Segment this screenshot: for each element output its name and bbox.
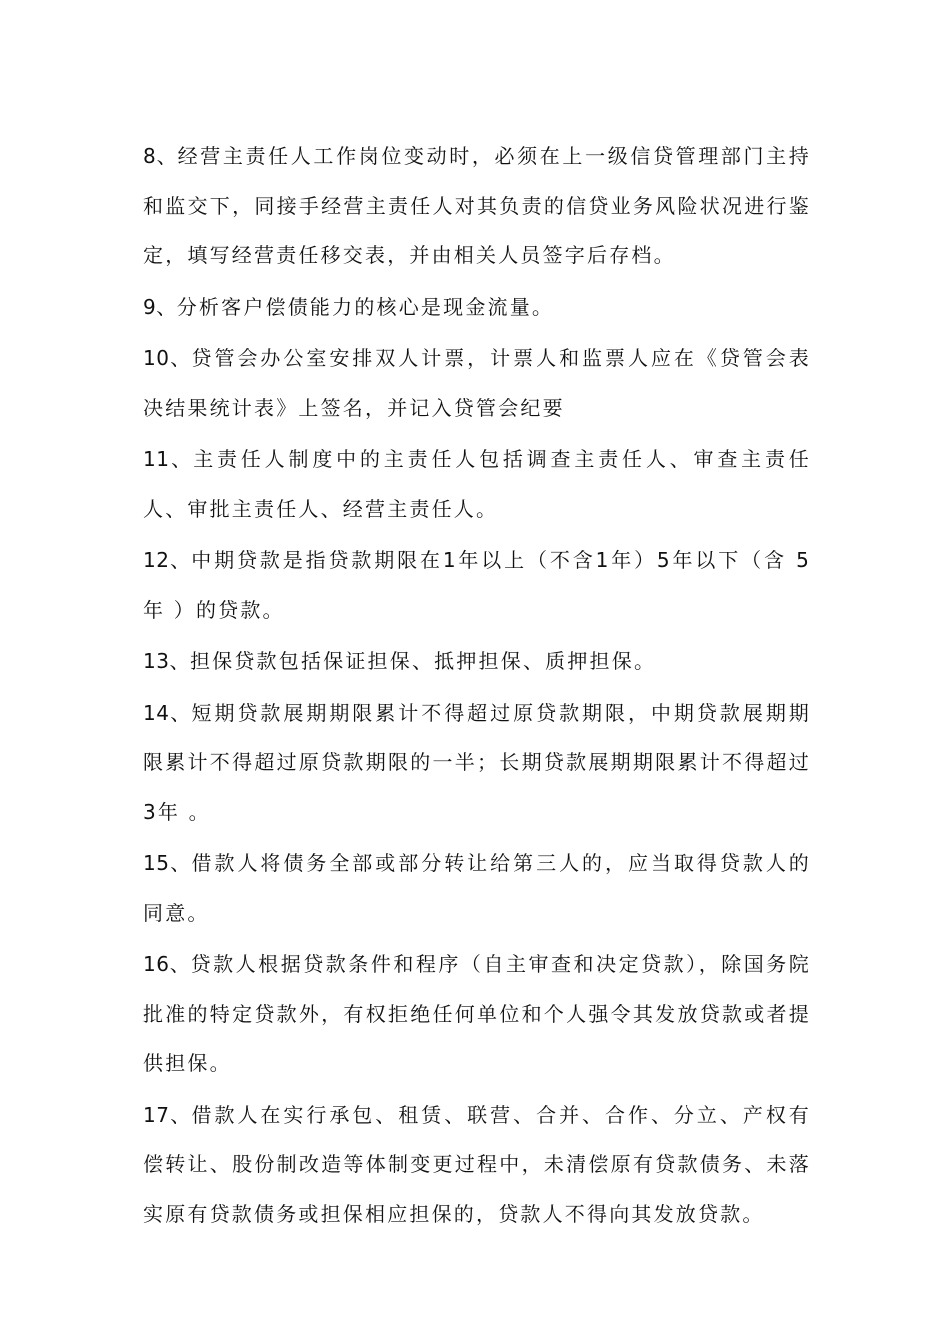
list-item: [143, 334, 811, 433]
item-number: 12、: [143, 548, 192, 572]
item-number: 14、: [143, 700, 192, 725]
item-number: 15、: [143, 851, 192, 875]
item-text: 主责任人制度中的主责任人包括调查主责任人、审查主责任人、审批主责任人、经营主责任人。: [143, 447, 811, 521]
list-item: [143, 283, 811, 333]
item-text: 贷款人根据贷款条件和程序（自主审查和决定贷款），除国务院批准的特定贷款外，有权拒绝任何单位和个人强令其发放贷款或者提供担保。: [143, 952, 811, 1075]
item-text: 经营主责任人工作岗位变动时，必须在上一级信贷管理部门主持和监交下，同接手经营主责任人对其负责的信贷业务风险状况进行鉴定，填写经营责任移交表，并由相关人员签字后存档。: [143, 144, 811, 267]
list-item: [143, 536, 811, 635]
list-item: [143, 1091, 811, 1240]
list-item: [143, 637, 811, 687]
list-item: [143, 940, 811, 1089]
item-number: 16、: [143, 952, 191, 976]
item-text: 借款人在实行承包、租赁、联营、合并、合作、分立、产权有偿转让、股份制改造等体制变更过程中，未清偿原有贷款债务、未落实原有贷款债务或担保相应担保的，贷款人不得向其发放贷款。: [143, 1102, 811, 1226]
item-number: 17、: [143, 1102, 192, 1127]
item-number: 11、: [143, 447, 194, 471]
item-number: 13、: [143, 649, 190, 673]
item-text: 担保贷款包括保证担保、抵押担保、质押担保。: [189, 649, 657, 673]
list-item: [143, 132, 811, 281]
item-text: 分析客户偿债能力的核心是现金流量。: [176, 294, 555, 319]
list-item: [143, 839, 811, 938]
document-body: [143, 132, 811, 1241]
item-text: 贷管会办公室安排双人计票，计票人和监票人应在《贷管会表决结果统计表》上签名，并记入贷管会纪要: [143, 346, 811, 420]
item-number: 8、: [143, 144, 178, 168]
list-item: [143, 689, 811, 838]
item-number: 10、: [143, 346, 192, 370]
item-number: 9、: [143, 294, 177, 319]
item-text: 借款人将债务全部或部分转让给第三人的，应当取得贷款人的同意。: [143, 851, 811, 925]
item-text: 中期贷款是指贷款期限在1年以上（不含1年）5年以下（含 5年 ）的贷款。: [143, 548, 812, 622]
list-item: [143, 435, 811, 534]
item-text: 短期贷款展期期限累计不得超过原贷款期限，中期贷款展期期限累计不得超过原贷款期限的一半；长期贷款展期期限累计不得超过3年 。: [143, 700, 811, 824]
